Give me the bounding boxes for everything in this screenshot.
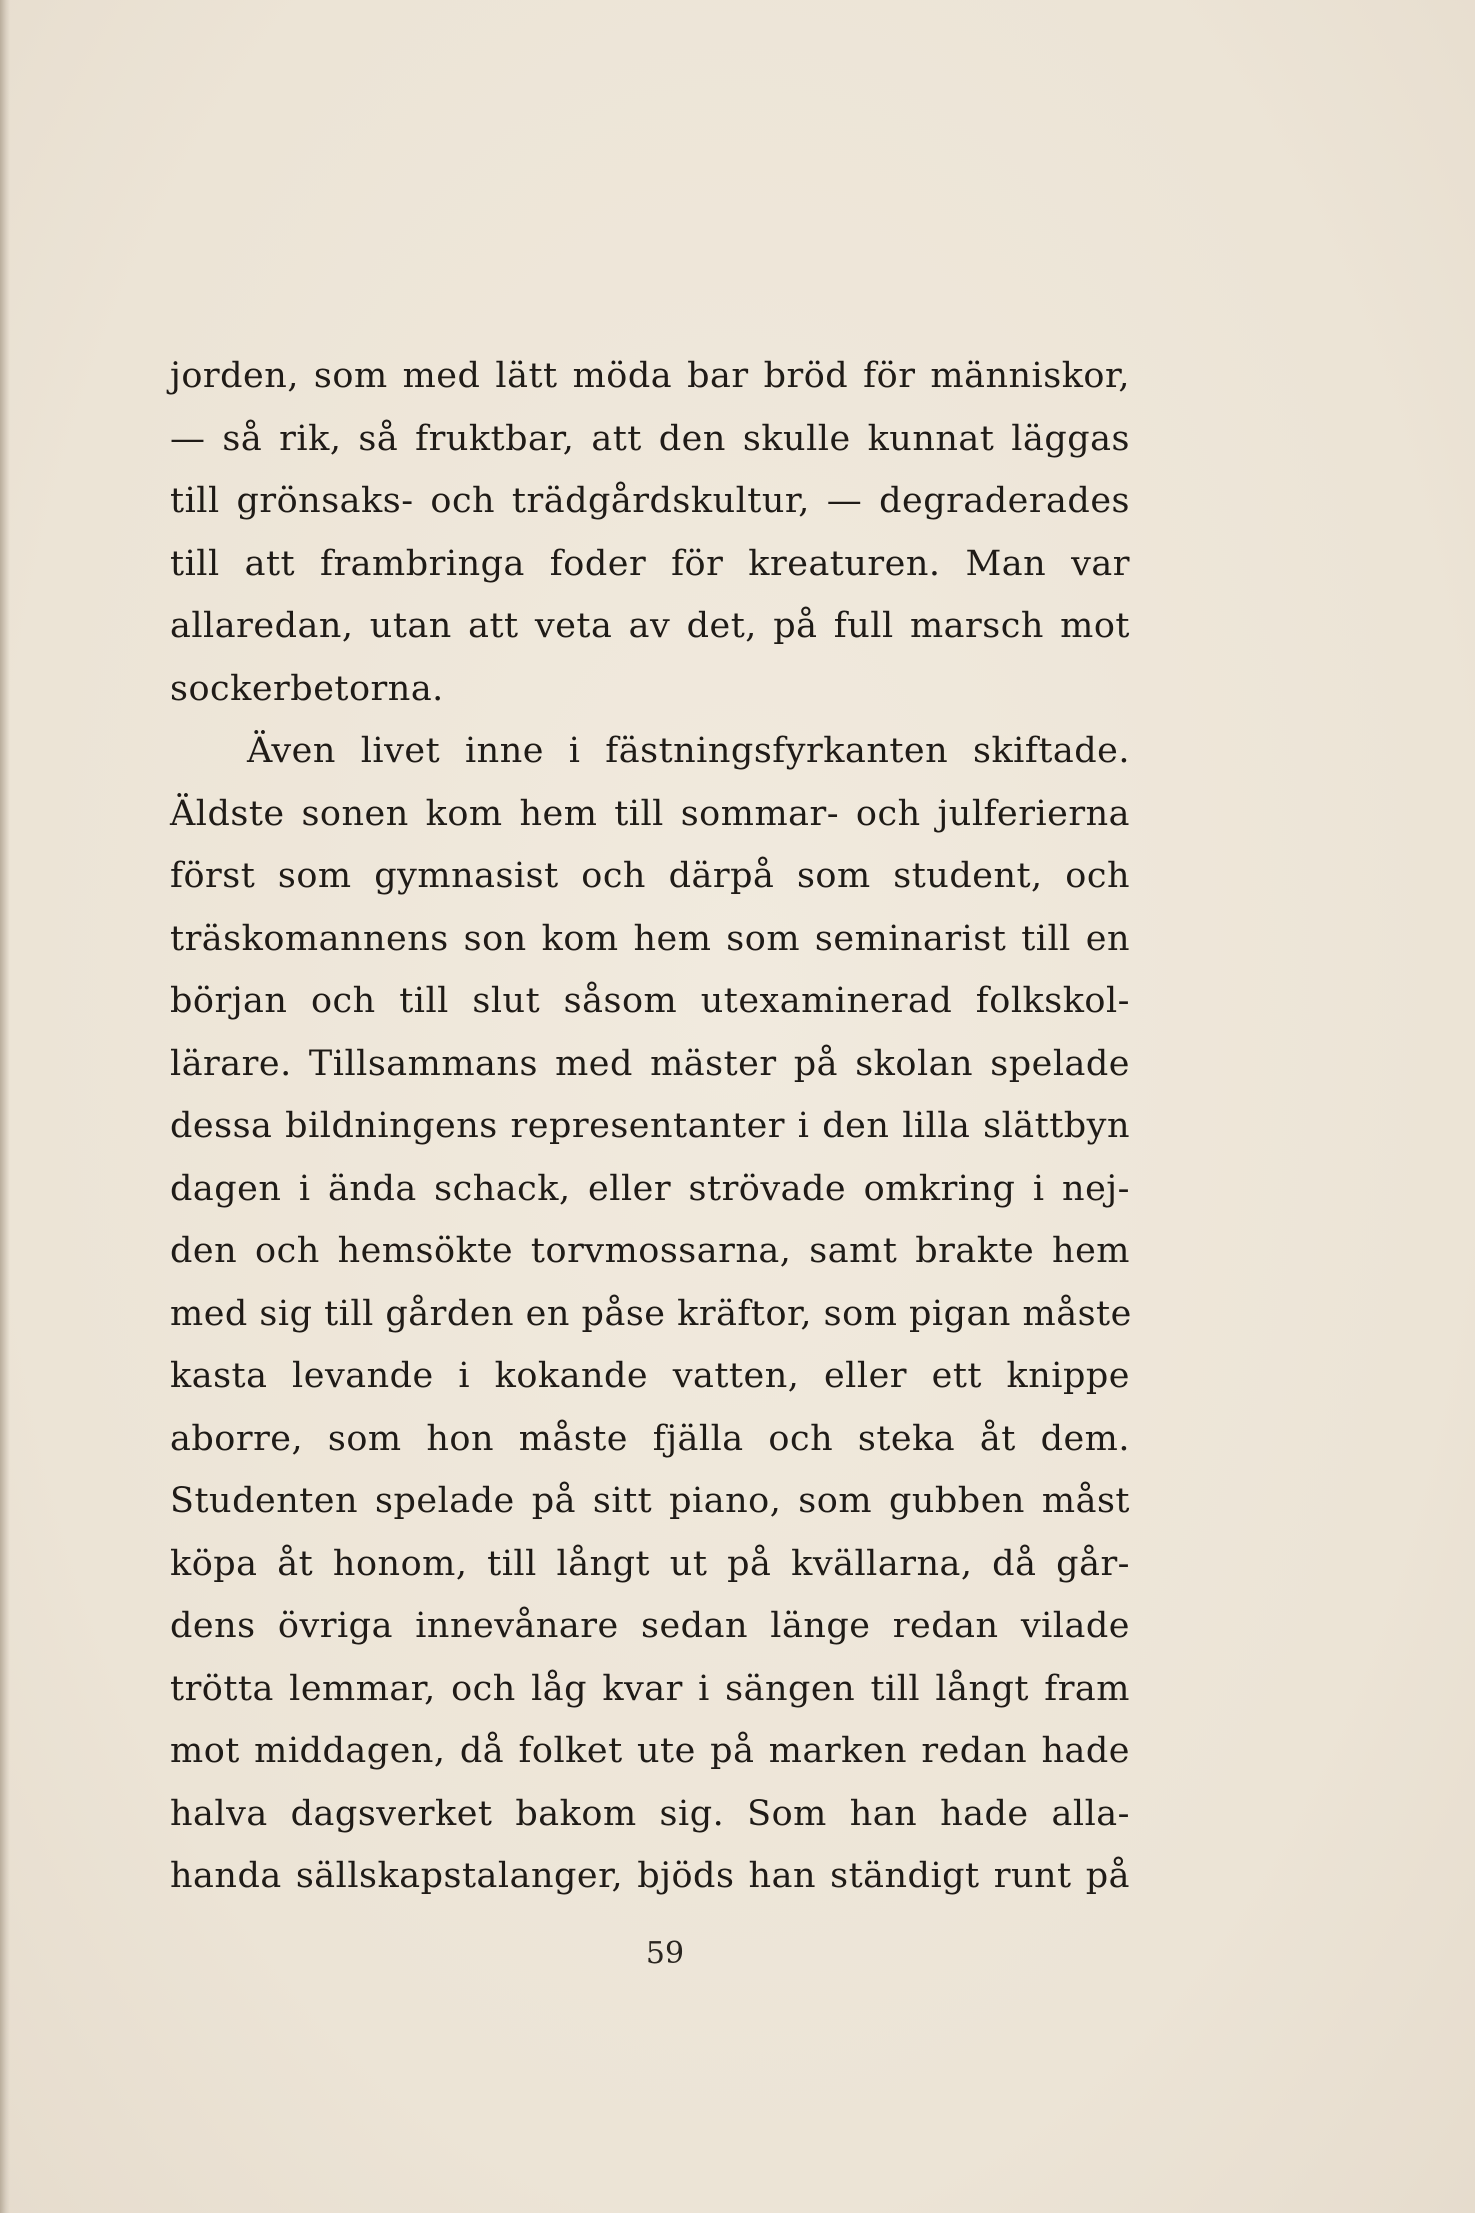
text-line: halva dagsverket bakom sig. Som han hade alla- [170,1793,1130,1834]
text-line: jorden, som med lätt möda bar bröd för människor, [170,356,1130,396]
page-number: 59 [645,1936,685,1971]
text-line: dessa bildningens representanter i den lilla slättbyn [170,1106,1130,1146]
text-line: dagen i ända schack, eller strövade omkring i nej- [170,1168,1130,1209]
body-text [170,345,1130,1908]
text-line: lärare. Tillsammans med mäster på skolan spelade [170,1043,1130,1084]
page-gutter-edge [0,0,10,2213]
text-line: sockerbetorna. [170,668,444,709]
text-line: den och hemsökte torvmossarna, samt brakte hem [170,1231,1130,1271]
text-line: trötta lemmar, och låg kvar i sängen till långt fram [170,1668,1130,1709]
text-line: till grönsaks- och trädgårdskultur, — degraderades [170,481,1130,521]
text-line: aborre, som hon måste fjälla och steka åt dem. [170,1418,1130,1459]
text-line: Även livet inne i fästningsfyrkanten skiftade. [247,731,1130,771]
text-line: kasta levande i kokande vatten, eller ett knippe [170,1356,1130,1396]
text-line: träskomannens son kom hem som seminarist till en [170,918,1130,959]
text-line: mot middagen, då folket ute på marken redan hade [170,1731,1130,1771]
text-line: allaredan, utan att veta av det, på full marsch mot [170,606,1130,646]
text-line: handa sällskapstalanger, bjöds han ständigt runt på [170,1856,1130,1896]
text-line: köpa åt honom, till långt ut på kvällarna, då går- [170,1543,1130,1584]
text-line: Äldste sonen kom hem till sommar- och julferierna [170,793,1130,834]
text-line: — så rik, så fruktbar, att den skulle kunnat läggas [170,418,1130,459]
text-line: Studenten spelade på sitt piano, som gubben måst [170,1481,1130,1521]
text-line: först som gymnasist och därpå som student, och [170,856,1130,896]
text-line: dens övriga innevånare sedan länge redan vilade [170,1606,1130,1646]
text-line: till att frambringa foder för kreaturen. Man var [170,543,1130,584]
text-line: början och till slut såsom utexaminerad folkskol- [170,981,1130,1021]
text-line: med sig till gården en påse kräftor, som pigan måste [170,1293,1132,1334]
